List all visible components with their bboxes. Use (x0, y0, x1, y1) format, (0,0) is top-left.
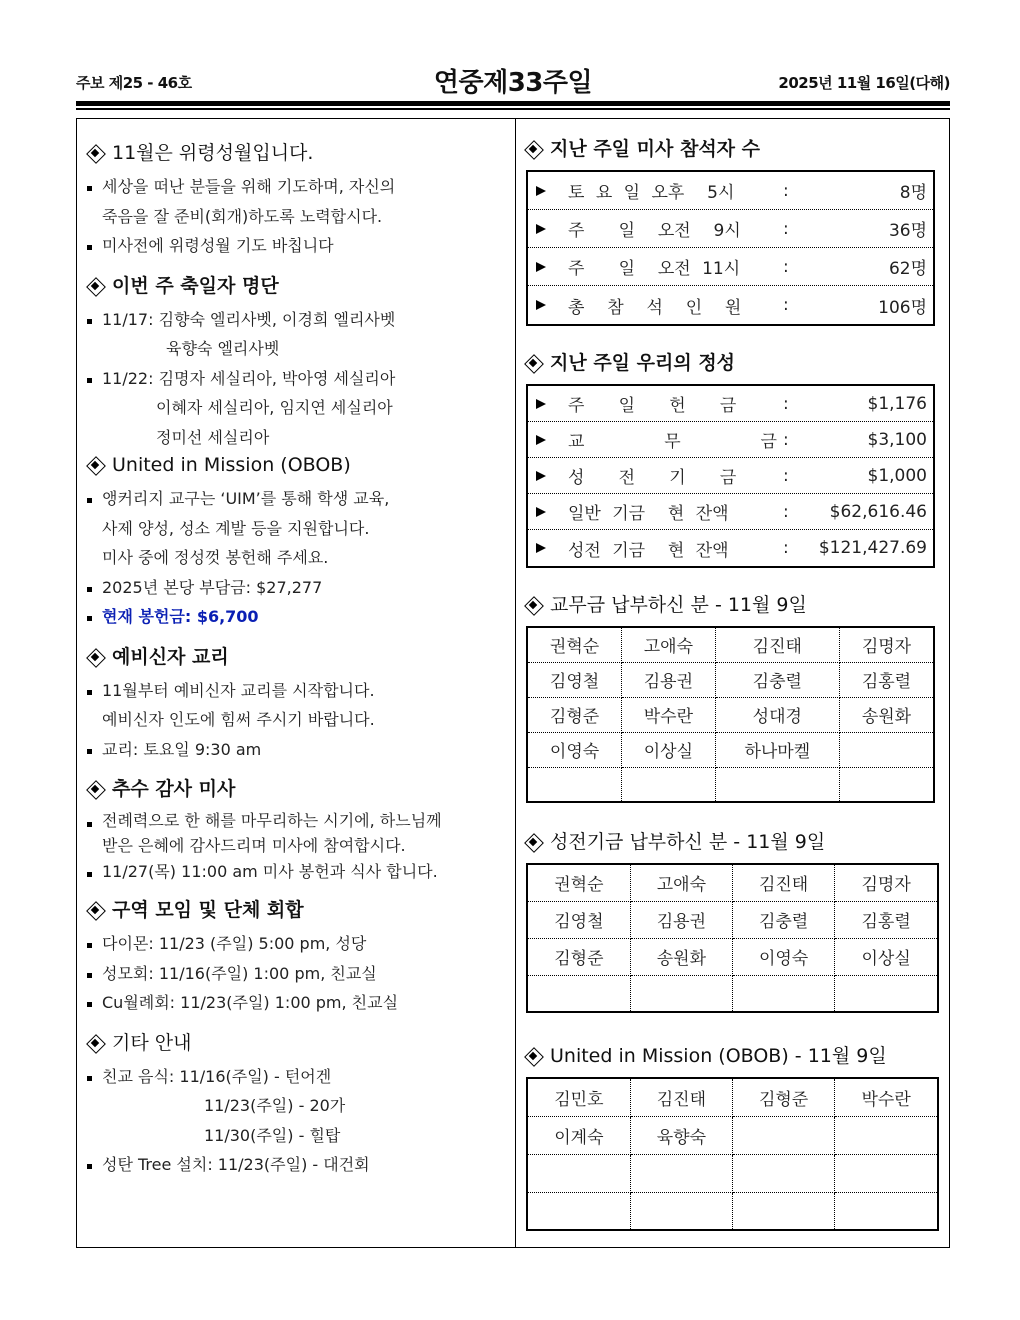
table-row (527, 767, 934, 802)
arrow-right-icon (536, 543, 546, 553)
diamond-icon (524, 140, 542, 158)
arrow-right-icon (536, 399, 546, 409)
section-title: 추수 감사 미사 (112, 778, 236, 800)
table-row: 김민호 김진태 김형준 박수란 (527, 1078, 938, 1116)
diamond-icon (524, 354, 542, 372)
offering-row: 성 전 기 금 : $1,000 (528, 458, 933, 494)
arrow-right-icon (536, 435, 546, 445)
table-row: 김영철 김용권 김충렬 김홍렬 (527, 901, 938, 938)
section-title: 이번 주 축일자 명단 (112, 274, 279, 297)
section-title: 11월은 위령성월입니다. (112, 142, 314, 164)
table-row: 김영철 김용권 김충렬 김홍렬 (527, 662, 934, 697)
table-row (527, 1154, 938, 1192)
offering-table (526, 384, 935, 568)
diamond-icon (86, 456, 104, 474)
list-item-continued: 11/30(주일) - 힐탑 (204, 1125, 341, 1145)
section-other-notices (86, 1030, 510, 1180)
section-attendance (524, 134, 939, 326)
list-item-continued: 육향숙 엘리사벳 (166, 339, 280, 358)
attendance-table (526, 170, 935, 326)
column-divider (515, 118, 516, 1248)
diamond-icon (86, 1034, 104, 1052)
section-all-souls-month (86, 140, 510, 261)
list-item-continued: 사제 양성, 성소 계발 등을 지원합니다. (102, 518, 370, 538)
list-item: 성모회: 11/16(주일) 1:00 pm, 친교실 (86, 959, 510, 989)
current-offering-highlight: 현재 봉헌금: $6,700 (86, 602, 510, 632)
list-item-continued: 예비신자 인도에 힘써 주시기 바랍니다. (102, 710, 375, 729)
arrow-right-icon (536, 300, 546, 310)
attendance-row: 주 일 오전 9시 : 36명 (528, 210, 933, 248)
list-item: 2025년 본당 부담금: $27,277 (86, 573, 510, 603)
offering-row: 주 일 헌 금 : $1,176 (528, 386, 933, 422)
section-title: 기타 안내 (112, 1031, 192, 1054)
list-item-continued: 정미선 세실리아 (156, 427, 270, 447)
section-building-fund-payers (524, 827, 939, 1013)
page-title: 연중제33주일 (433, 68, 593, 98)
diamond-icon (524, 596, 542, 614)
diamond-icon (86, 780, 104, 798)
section-uim-payers (524, 1041, 939, 1231)
table-row: 권혁순 고애숙 김진태 김명자 (527, 627, 934, 662)
list-item-continued: 11/23(주일) - 20가 (204, 1096, 346, 1115)
section-title: 예비신자 교리 (112, 645, 229, 668)
arrow-right-icon (536, 186, 546, 196)
list-item-continued: 죽음을 잘 준비(회개)하도록 노력합시다. (102, 206, 383, 226)
list-item: 다이몬: 11/23 (주일) 5:00 pm, 성당 (86, 929, 510, 959)
section-feast-day-list (86, 273, 510, 453)
diamond-icon (86, 901, 104, 919)
table-row (527, 975, 938, 1012)
section-title: 성전기금 납부하신 분 - 11월 9일 (550, 831, 826, 853)
list-item-continued: 미사 중에 정성껏 봉헌해 주세요. (102, 548, 329, 567)
arrow-right-icon (536, 471, 546, 481)
attendance-row: 토 요 일 오후 5시 : 8명 (528, 172, 933, 210)
table-row: 이영숙 이상실 하나마켈 (527, 732, 934, 767)
table-row: 권혁순 고애숙 김진태 김명자 (527, 864, 938, 901)
list-item: 미사전에 위령성월 기도 바칩니다 (86, 231, 510, 261)
diamond-icon (524, 833, 542, 851)
section-title: United in Mission (OBOB) - 11월 9일 (550, 1045, 887, 1067)
list-item: 전례력으로 한 해를 마무리하는 시기에, 하느님께 (86, 808, 510, 833)
list-item: 성탄 Tree 설치: 11/23(주일) - 대건회 (86, 1150, 510, 1180)
diamond-icon (86, 277, 104, 295)
table-row: 이계숙 육향숙 (527, 1116, 938, 1154)
section-dues-payers (524, 590, 939, 803)
list-item: 앵커리지 교구는 ‘UIM’를 통해 학생 교육, (86, 484, 510, 514)
list-item: 11/27(목) 11:00 am 미사 봉헌과 식사 합니다. (86, 858, 510, 885)
right-column (524, 134, 939, 1231)
issue-number: 주보 제25 - 46호 (76, 74, 192, 92)
table-row (527, 1192, 938, 1230)
section-title: 지난 주일 미사 참석자 수 (550, 138, 760, 160)
dues-payers-table (526, 626, 935, 803)
list-item: 친교 음식: 11/16(주일) - 턴어겐 (86, 1062, 510, 1092)
uim-payers-table (526, 1077, 939, 1231)
header-rule-thick (76, 101, 950, 106)
offering-row: 교 무 금 : $3,100 (528, 422, 933, 458)
list-item-continued: 받은 은혜에 감사드리며 미사에 참여합시다. (102, 836, 406, 855)
attendance-total-row: 총 참 석 인 원 : 106명 (528, 286, 933, 324)
list-item: Cu월례회: 11/23(주일) 1:00 pm, 친교실 (86, 988, 510, 1018)
list-item: 교리: 토요일 9:30 am (86, 735, 510, 765)
arrow-right-icon (536, 507, 546, 517)
section-offering (524, 348, 939, 568)
list-item: 세상을 떠난 분들을 위해 기도하며, 자신의 (86, 172, 510, 202)
list-item-continued: 이혜자 세실리아, 임지연 세실리아 (156, 398, 393, 417)
section-title: 교무금 납부하신 분 - 11월 9일 (550, 594, 807, 616)
diamond-icon (524, 1047, 542, 1065)
offering-row: 성전 기금 현 잔액 : $121,427.69 (528, 530, 933, 566)
list-item: 11월부터 예비신자 교리를 시작합니다. (86, 676, 510, 706)
diamond-icon (86, 648, 104, 666)
section-title: 구역 모임 및 단체 회합 (112, 899, 304, 921)
table-row: 김형준 송원화 이영숙 이상실 (527, 938, 938, 975)
diamond-icon (86, 144, 104, 162)
list-item: 11/17: 김향숙 엘리사벳, 이경희 엘리사벳 (86, 305, 510, 335)
header-rule-thin (76, 108, 950, 110)
attendance-row: 주 일 오전 11시 : 62명 (528, 248, 933, 286)
section-thanksgiving-mass (86, 776, 510, 885)
bulletin-date: 2025년 11월 16일(다해) (778, 74, 950, 92)
left-column (86, 140, 510, 1180)
section-catechumen-class (86, 644, 510, 765)
offering-row: 일반 기금 현 잔액 : $62,616.46 (528, 494, 933, 530)
list-item: 11/22: 김명자 세실리아, 박아영 세실리아 (86, 364, 510, 394)
section-group-meetings (86, 897, 510, 1018)
arrow-right-icon (536, 224, 546, 234)
bulletin-header (76, 62, 950, 102)
arrow-right-icon (536, 262, 546, 272)
building-fund-table (526, 863, 939, 1013)
section-united-in-mission (86, 452, 510, 632)
table-row: 김형준 박수란 성대경 송원화 (527, 697, 934, 732)
section-title: United in Mission (OBOB) (112, 454, 351, 476)
section-title: 지난 주일 우리의 정성 (550, 352, 736, 374)
